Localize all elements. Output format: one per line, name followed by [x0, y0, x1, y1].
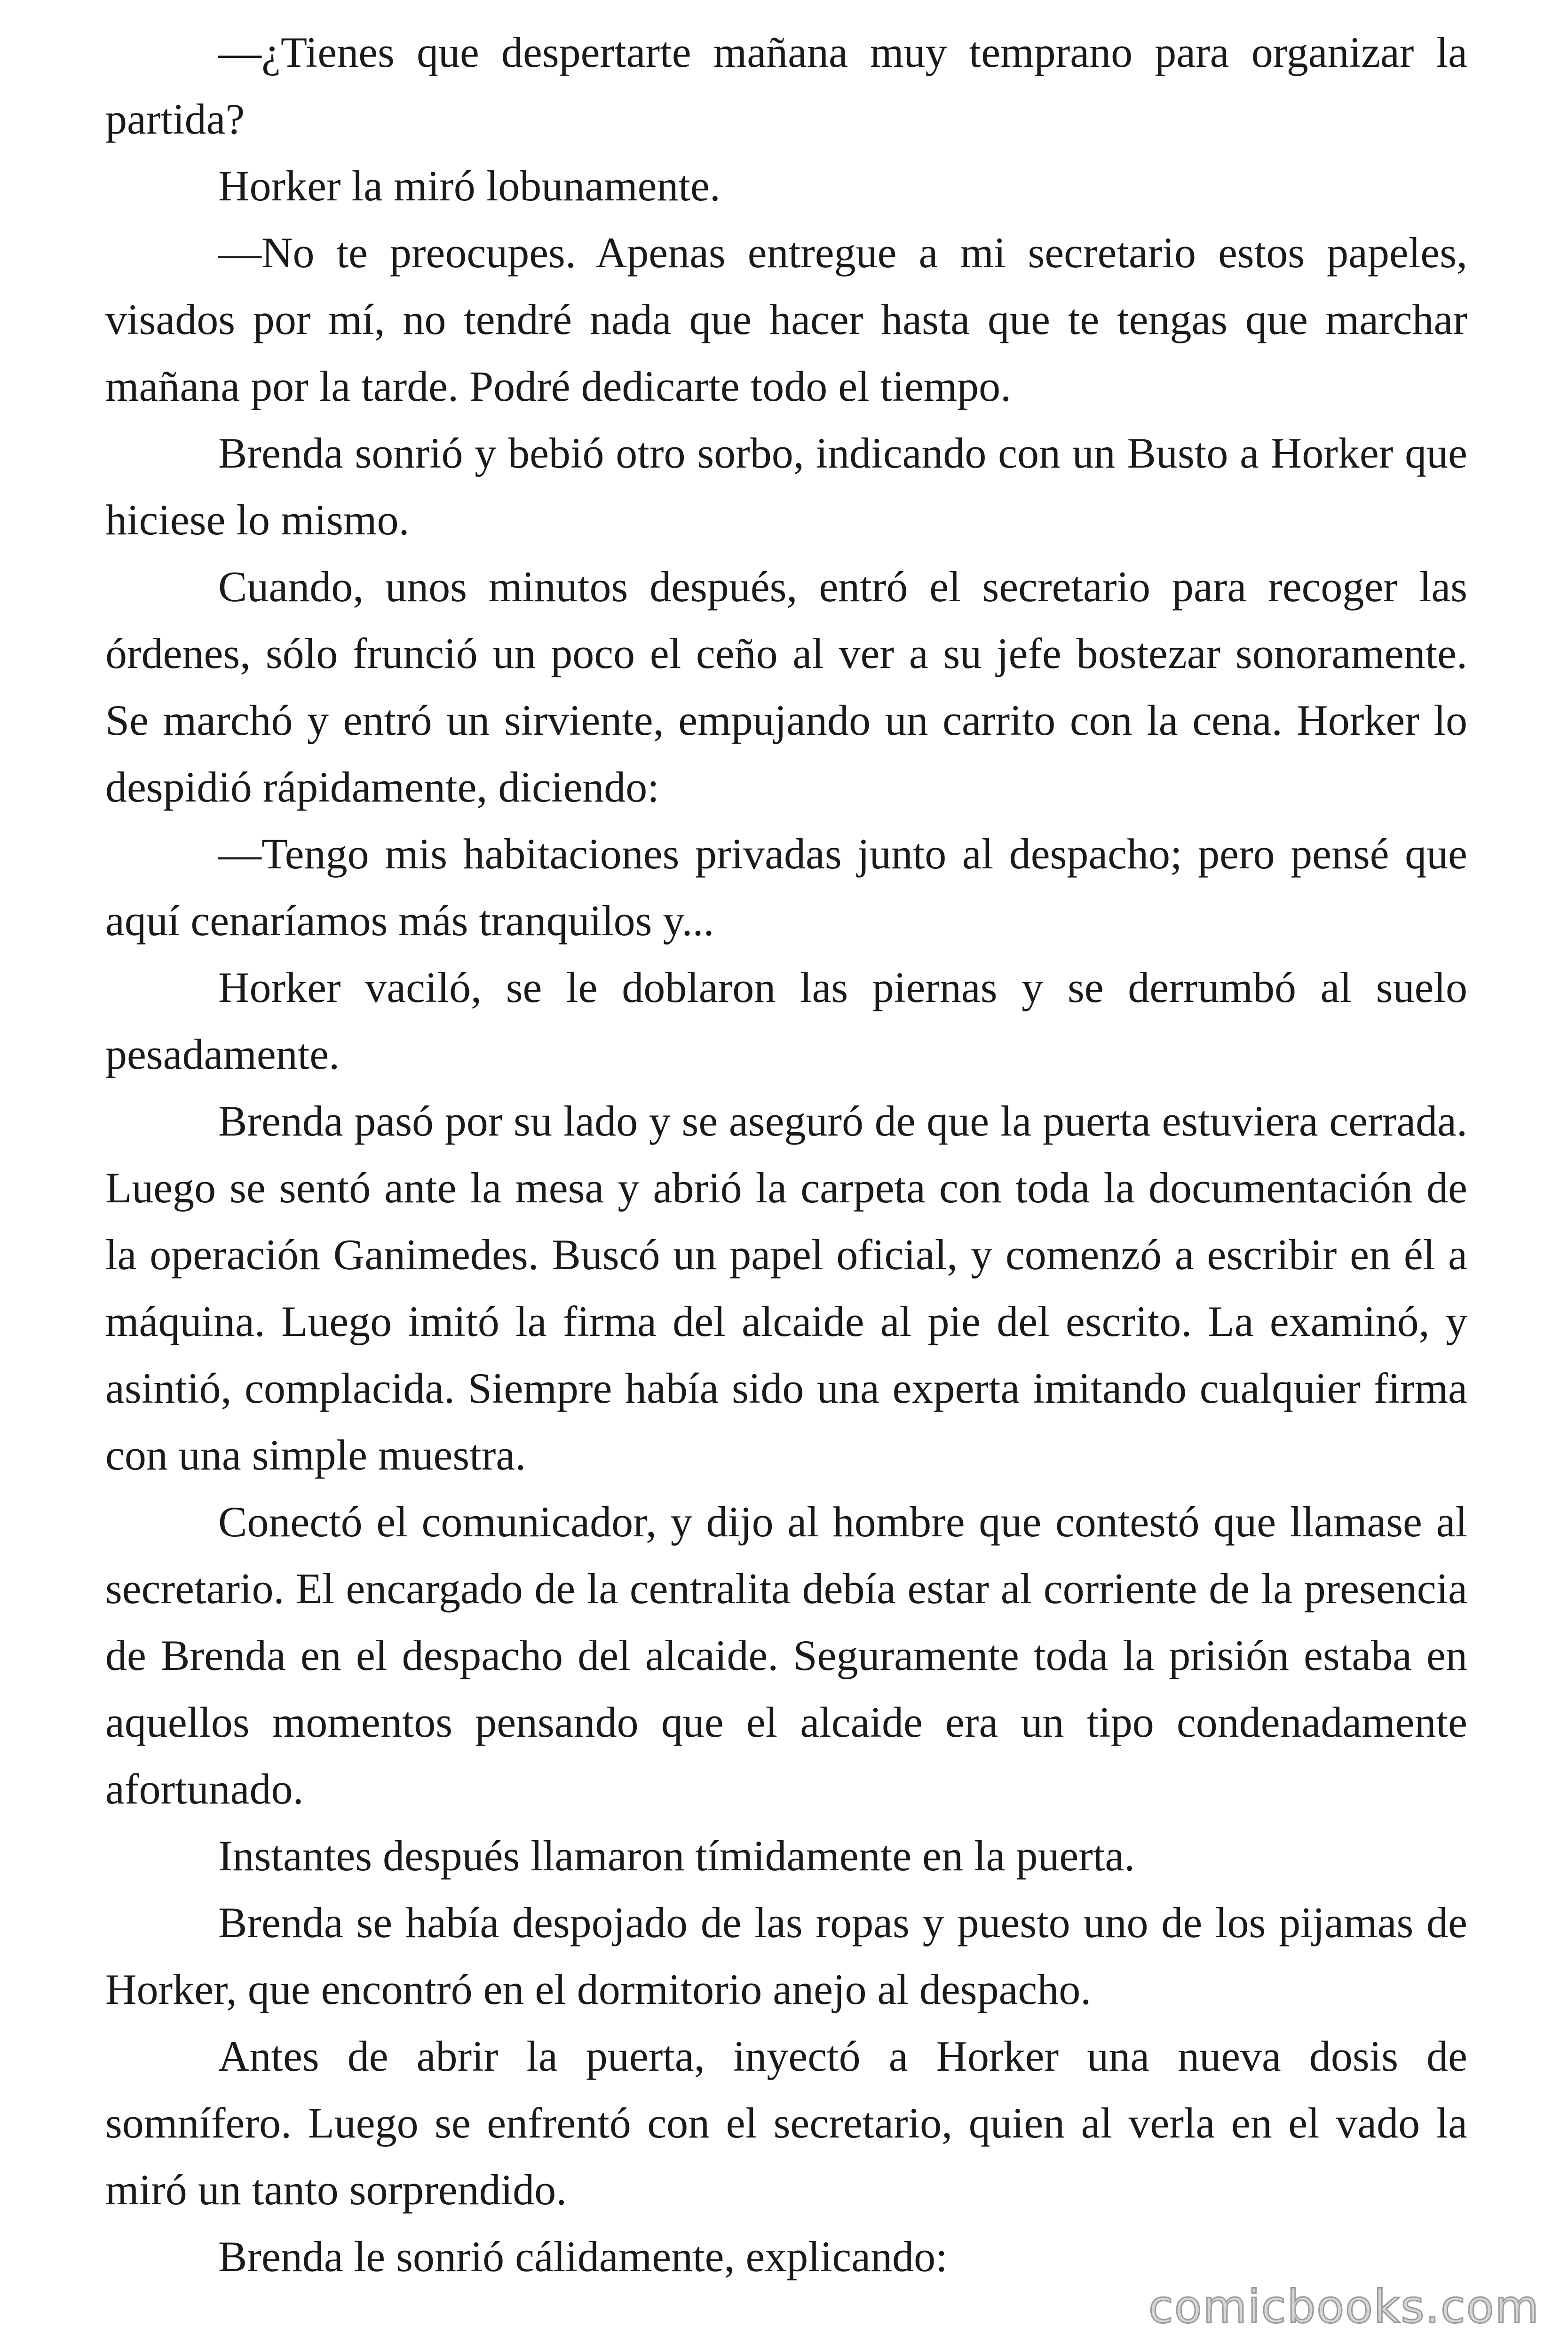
paragraph: —¿Tienes que despertarte mañana muy temprano para organizar la partida?	[105, 28, 1467, 143]
paragraph: Instantes después llamaron tímidamente en la puerta.	[218, 1832, 1135, 1880]
paragraph: Horker vaciló, se le doblaron las piernas y se derrumbó al suelo pesadamente.	[105, 963, 1467, 1078]
paragraph: Horker la miró lobunamente.	[218, 162, 721, 210]
watermark: comicbooks.com	[1148, 2280, 1540, 2333]
paragraph: Brenda pasó por su lado y se aseguró de que la puerta estuviera cerrada. Luego se sentó ante la mesa y abrió la carpeta con toda la documentación de la operación Ganimedes. Buscó un papel oficial, y comenzó a escribir en él a máquina. Luego imitó la firma del alcaide al pie del escrito. La examinó, y asintió, complacida. Siempre había sido una experta imitando cualquier firma con una simple muestra.	[105, 1097, 1467, 1479]
paragraph: Conectó el comunicador, y dijo al hombre que contestó que llamase al secretario. El encargado de la centralita debía estar al corriente de la presencia de Brenda en el despacho del alcaide. Seguramente toda la prisión estaba en aquellos momentos pensando que el alcaide era un tipo condenadamente afortunado.	[105, 1498, 1467, 1813]
paragraph: —Tengo mis habitaciones privadas junto al despacho; pero pensé que aquí cenaríamos más tranquilos y...	[105, 830, 1467, 945]
paragraph: Cuando, unos minutos después, entró el secretario para recoger las órdenes, sólo frunció un poco el ceño al ver a su jefe bostezar sonoramente. Se marchó y entró un sirviente, empujando un carrito con la cena. Horker lo despidió rápidamente, diciendo:	[105, 563, 1467, 811]
paragraph: Brenda sonrió y bebió otro sorbo, indicando con un Busto a Horker que hiciese lo mismo.	[105, 429, 1467, 544]
paragraph: —No te preocupes. Apenas entregue a mi secretario estos papeles, visados por mí, no tendré nada que hacer hasta que te tengas que marchar mañana por la tarde. Podré dedicarte todo el tiempo.	[105, 229, 1467, 410]
paragraph: Antes de abrir la puerta, inyectó a Horker una nueva dosis de somnífero. Luego se enfrentó con el secretario, quien al verla en el vado la miró un tanto sorprendido.	[105, 2032, 1467, 2214]
document-page	[105, 19, 1467, 2290]
paragraph: Brenda le sonrió cálidamente, explicando:	[218, 2233, 948, 2280]
paragraph: Brenda se había despojado de las ropas y puesto uno de los pijamas de Horker, que encontró en el dormitorio anejo al despacho.	[105, 1899, 1467, 2013]
